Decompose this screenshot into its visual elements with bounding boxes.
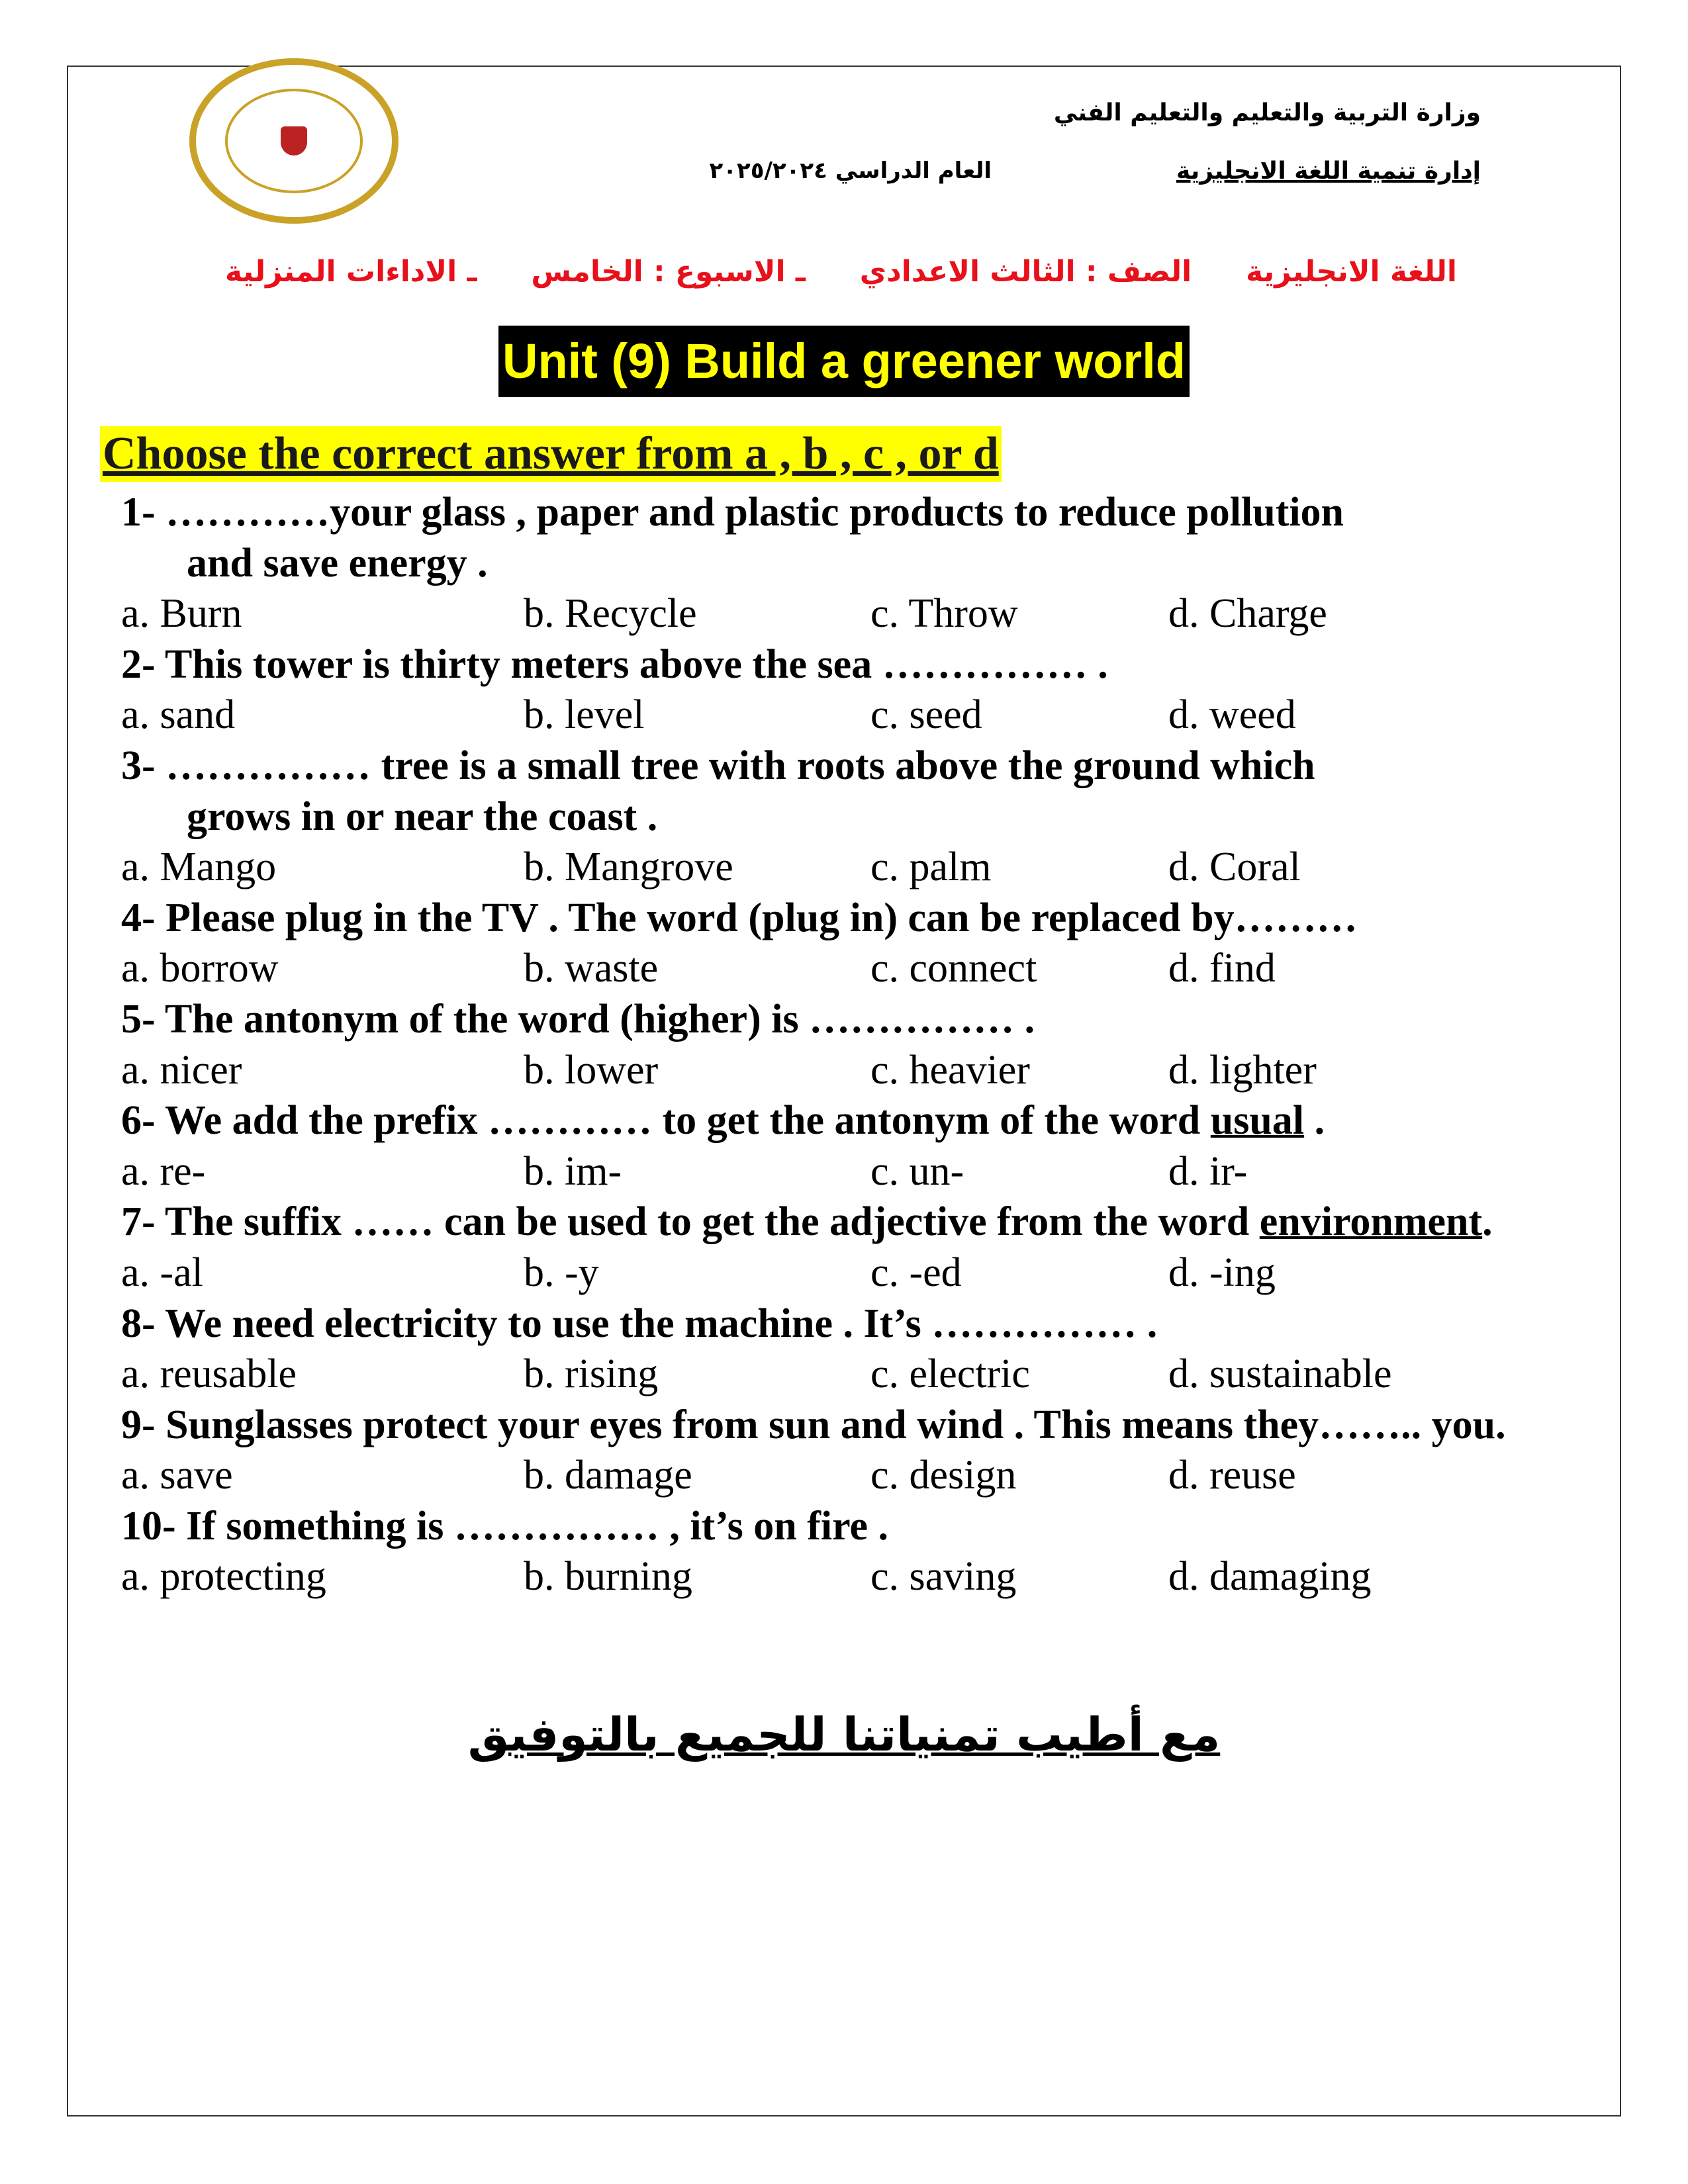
question-text [121,1298,1644,1349]
answer-option-a[interactable]: a. Burn [121,591,242,637]
underlined-word: usual [1210,1098,1305,1144]
question-text [121,487,1644,538]
answer-option-d[interactable]: d. reuse [1168,1453,1296,1498]
answer-option-b[interactable]: b. Recycle [524,591,697,637]
subject-label: اللغة الانجليزية [1246,255,1457,289]
answer-option-d[interactable]: d. Charge [1168,591,1327,637]
question-text [121,1197,1644,1248]
grade-label: الصف : الثالث الاعدادي [859,255,1192,289]
answer-option-a[interactable]: a. protecting [121,1554,326,1600]
answer-option-a[interactable]: a. sand [121,692,236,738]
options-row [121,1045,1644,1096]
answer-option-b[interactable]: b. -y [524,1250,599,1295]
question-stem: 5- The antonym of the word (higher) is …………… . [121,996,1035,1042]
question-continuation: and save energy . [187,540,488,586]
answer-option-b[interactable]: b. waste [524,946,659,991]
answer-option-d[interactable]: d. lighter [1168,1047,1317,1093]
answer-option-c[interactable]: c. palm [870,844,992,890]
instruction-heading: Choose the correct answer from a , b , c , or d [100,426,1002,482]
academic-year: العام الدراسي ٢٠٢٥/٢٠٢٤ [709,158,992,184]
answer-option-b[interactable]: b. Mangrove [524,844,733,890]
answer-option-b[interactable]: b. level [524,692,645,738]
question-stem: 4- Please plug in the TV . The word (plug in) can be replaced by……… [121,895,1358,940]
question-text [121,741,1644,792]
answer-option-a[interactable]: a. Mango [121,844,277,890]
question-stem: 2- This tower is thirty meters above the sea …………… . [121,641,1108,687]
answer-option-c[interactable]: c. Throw [870,591,1018,637]
answer-option-d[interactable]: d. weed [1168,692,1296,738]
week-label: ـ الاسبوع : الخامس [531,255,806,289]
answer-option-a[interactable]: a. re- [121,1148,206,1194]
options-row [121,943,1644,994]
question-stem: 3- …………… tree is a small tree with roots above the ground which [121,743,1315,788]
unit-title-container [0,326,1688,397]
answer-option-c[interactable]: c. heavier [870,1047,1030,1093]
question-text [121,1095,1644,1146]
answer-option-d[interactable]: d. Coral [1168,844,1301,890]
course-info-row [225,255,1457,289]
question-text [121,1400,1644,1451]
answer-option-b[interactable]: b. im- [524,1148,622,1194]
question-stem: 7- The suffix …… can be used to get the adjective from the word [121,1199,1260,1245]
eagle-icon [281,126,307,156]
question-tail: . [1304,1098,1325,1144]
answer-option-c[interactable]: c. electric [870,1351,1030,1397]
closing-wishes: مع أطيب تمنياتنا للجميع بالتوفيق [467,1707,1221,1762]
answer-option-c[interactable]: c. un- [870,1148,964,1194]
options-row [121,1248,1644,1298]
answer-option-d[interactable]: d. -ing [1168,1250,1276,1295]
ministry-logo [189,58,399,224]
ministry-name: وزارة التربية والتعليم والتعليم الفني [1053,99,1481,126]
answer-option-b[interactable]: b. lower [524,1047,659,1093]
answer-option-d[interactable]: d. ir- [1168,1148,1248,1194]
question-text [121,1501,1644,1552]
answer-option-a[interactable]: a. nicer [121,1047,242,1093]
answer-option-c[interactable]: c. saving [870,1554,1017,1600]
answer-option-d[interactable]: d. find [1168,946,1276,991]
answer-option-c[interactable]: c. -ed [870,1250,962,1295]
options-row [121,1551,1644,1602]
options-row [121,842,1644,893]
answer-option-c[interactable]: c. connect [870,946,1037,991]
question-stem: 9- Sunglasses protect your eyes from sun and wind . This means they…….. you. [121,1402,1506,1447]
answer-option-d[interactable]: d. sustainable [1168,1351,1392,1397]
answer-option-a[interactable]: a. -al [121,1250,203,1295]
assignment-type-label: ـ الاداءات المنزلية [225,255,477,289]
question-text [121,994,1644,1045]
underlined-word: environment [1259,1199,1483,1245]
answer-option-c[interactable]: c. design [870,1453,1017,1498]
options-row [121,588,1644,639]
question-stem: 8- We need electricity to use the machine . It’s …………… . [121,1300,1158,1346]
options-row [121,1349,1644,1400]
question-text [121,893,1644,944]
question-tail: . [1482,1199,1493,1245]
questions-list [121,487,1644,1602]
answer-option-d[interactable]: d. damaging [1168,1554,1372,1600]
question-text [121,639,1644,690]
options-row [121,1146,1644,1197]
question-stem: 10- If something is …………… , it’s on fire . [121,1503,889,1549]
options-row [121,690,1644,741]
question-stem: 6- We add the prefix ………… to get the antonym of the word [121,1098,1211,1144]
answer-option-a[interactable]: a. borrow [121,946,279,991]
answer-option-b[interactable]: b. rising [524,1351,659,1397]
answer-option-c[interactable]: c. seed [870,692,982,738]
unit-title: Unit (9) Build a greener world [498,326,1190,397]
question-stem: 1- …………your glass , paper and plastic products to reduce pollution [121,490,1344,535]
options-row [121,1450,1644,1501]
logo-emblem [225,89,363,193]
answer-option-a[interactable]: a. save [121,1453,233,1498]
answer-option-a[interactable]: a. reusable [121,1351,297,1397]
answer-option-b[interactable]: b. burning [524,1554,692,1600]
question-continuation: grows in or near the coast . [187,794,658,839]
department-name: إدارة تنمية اللغة الانجليزية [1176,158,1481,185]
answer-option-b[interactable]: b. damage [524,1453,692,1498]
